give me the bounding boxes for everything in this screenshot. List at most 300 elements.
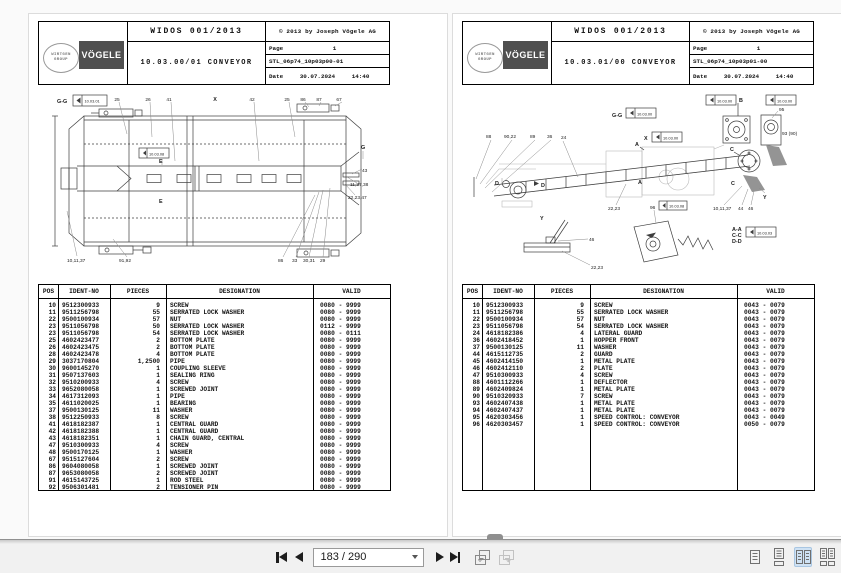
valid-cell: 0112 - 9999 — [320, 323, 361, 330]
designation-cell: LATERAL GUARD — [594, 330, 643, 337]
ref-target: 10.03.08 — [149, 151, 165, 157]
designation-cell: WASHER — [594, 344, 617, 351]
pos-cell: 35 — [48, 400, 56, 407]
pos-cell: 26 — [48, 344, 56, 351]
table-row — [463, 323, 814, 330]
pos-cell: 30 — [48, 365, 56, 372]
diagram-callout: 90,22 — [504, 135, 517, 140]
valid-cell: 0043 - 0079 — [744, 323, 785, 330]
table-row — [463, 309, 814, 316]
pos-cell: 95 — [472, 414, 480, 421]
ident-no-cell: 9600145270 — [62, 365, 100, 372]
pos-cell: 34 — [48, 393, 56, 400]
designation-cell: ROD STEEL — [170, 477, 204, 484]
pos-cell: 88 — [472, 379, 480, 386]
diagram-callout: 41 — [166, 98, 172, 103]
table-row — [39, 316, 390, 323]
table-row — [39, 428, 390, 435]
diagram-callout: 10,11,37 — [713, 207, 732, 212]
diagram-callout: E — [159, 159, 163, 165]
pos-cell: 86 — [48, 463, 56, 470]
diagram-callout: 33 — [292, 259, 298, 264]
page-label: Page — [269, 44, 284, 52]
designation-cell: SERRATED LOCK WASHER — [170, 323, 245, 330]
ident-no-cell: 9500130125 — [62, 407, 100, 414]
first-page-button[interactable] — [276, 548, 287, 566]
pos-cell: 11 — [48, 309, 56, 316]
pieces-cell: 1 — [156, 463, 160, 470]
pieces-cell: 11 — [576, 344, 584, 351]
designation-cell: WASHER — [170, 407, 193, 414]
valid-cell: 0050 - 0079 — [744, 421, 785, 428]
ident-no-cell: 9500100934 — [486, 316, 524, 323]
ident-no-cell: 9500130125 — [486, 344, 524, 351]
doc-code: STL_06p74_10p03p01-00 — [693, 57, 768, 65]
table-row — [39, 414, 390, 421]
title-block — [38, 21, 390, 85]
table-row — [39, 421, 390, 428]
diagram-callout: 11,37,38 — [350, 183, 369, 188]
date-value: 30.07.2024 — [299, 72, 336, 80]
diagram-callout: 42 — [249, 98, 255, 103]
designation-cell: SERRATED LOCK WASHER — [170, 330, 245, 337]
copyright-text: © 2013 by Joseph Vögele AG — [266, 22, 389, 42]
date-label: Date — [693, 72, 708, 80]
pos-cell: 48 — [48, 449, 56, 456]
date-row — [266, 68, 389, 84]
col-header-ident-no: IDENT-NO — [493, 288, 523, 295]
pieces-cell: 2 — [156, 456, 160, 463]
designation-cell: SEALING RING — [170, 372, 215, 379]
diagram-callout: 88 — [486, 135, 492, 140]
diagram-callout: A — [635, 142, 639, 148]
valid-cell: 0080 - 9999 — [320, 484, 361, 491]
table-row — [463, 386, 814, 393]
pieces-cell: 2 — [580, 365, 584, 372]
pieces-cell: 55 — [152, 309, 160, 316]
valid-cell: 0043 - 0079 — [744, 337, 785, 344]
pieces-cell: 2 — [156, 337, 160, 344]
diagram-callout: 91,92 — [119, 259, 132, 264]
pos-cell: 32 — [48, 379, 56, 386]
pos-cell: 37 — [472, 344, 480, 351]
pieces-cell: 1 — [580, 358, 584, 365]
designation-cell: METAL PLATE — [594, 358, 635, 365]
table-row — [39, 477, 390, 484]
page-row — [266, 42, 389, 55]
pos-cell: 37 — [48, 407, 56, 414]
table-row — [39, 379, 390, 386]
pos-cell: 29 — [48, 358, 56, 365]
valid-cell: 0080 - 9999 — [320, 442, 361, 449]
table-row — [39, 344, 390, 351]
ident-no-cell: 9510300933 — [486, 372, 524, 379]
parts-table-header — [463, 285, 814, 299]
designation-cell: NUT — [170, 316, 182, 323]
valid-cell: 0080 - 9999 — [320, 302, 361, 309]
pos-cell: 91 — [48, 477, 56, 484]
wirtgen-group-logo — [467, 43, 503, 73]
ident-no-cell: 9510200933 — [62, 379, 100, 386]
diagram-callout: C-C — [732, 233, 742, 239]
document-page-left — [28, 13, 448, 537]
table-row — [39, 337, 390, 344]
time-value: 14:40 — [351, 72, 370, 80]
table-row — [39, 330, 390, 337]
valid-cell: 0043 - 0079 — [744, 302, 785, 309]
valid-cell: 0080 - 9999 — [320, 337, 361, 344]
designation-cell: SCREWED JOINT — [170, 386, 219, 393]
next-page-button[interactable] — [436, 548, 444, 566]
logo-text: GROUP — [477, 58, 492, 62]
pos-cell: 23 — [472, 323, 480, 330]
page-number-value: 1 — [332, 44, 337, 52]
date-label: Date — [269, 72, 284, 80]
single-page-view-button[interactable] — [746, 547, 764, 567]
pos-cell: 90 — [472, 393, 480, 400]
pieces-cell: 1 — [580, 379, 584, 386]
pieces-cell: 1 — [580, 337, 584, 344]
valid-cell: 0080 - 9999 — [320, 393, 361, 400]
info-cell — [690, 22, 813, 84]
pieces-cell: 9 — [580, 302, 584, 309]
ident-no-cell: 4602407437 — [486, 407, 524, 414]
designation-cell: SERRATED LOCK WASHER — [170, 309, 245, 316]
designation-cell: BEARING — [170, 400, 196, 407]
parts-table-body — [39, 299, 390, 491]
diagram-callout: E — [159, 199, 163, 205]
continuous-view-button[interactable] — [770, 547, 788, 567]
page-ref-icon — [652, 132, 682, 142]
designation-cell: CENTRAL GUARD — [170, 428, 219, 435]
ident-no-cell: 9604080058 — [62, 463, 100, 470]
table-row — [463, 421, 814, 428]
ident-no-cell: 9511256798 — [62, 309, 100, 316]
diagram-callout: 95 — [779, 108, 785, 113]
pos-cell: 43 — [48, 435, 56, 442]
diagram-callout: D — [495, 181, 499, 187]
valid-cell: 0043 - 0079 — [744, 400, 785, 407]
valid-cell: 0043 - 0079 — [744, 365, 785, 372]
ident-no-cell: 4618182386 — [486, 330, 524, 337]
pieces-cell: 2 — [580, 351, 584, 358]
diagram-callout: 86 — [300, 98, 306, 103]
designation-cell: BOTTOM PLATE — [170, 344, 215, 351]
diagram-callout: 26 — [145, 98, 151, 103]
pieces-cell: 54 — [576, 323, 584, 330]
chevron-down-icon[interactable] — [412, 555, 418, 559]
facing-pages-view-button[interactable] — [794, 547, 812, 567]
diagram-callout: 24 — [561, 136, 567, 141]
designation-cell: CENTRAL GUARD — [170, 421, 219, 428]
ident-no-cell: 9512300933 — [486, 302, 524, 309]
table-row — [463, 316, 814, 323]
valid-cell: 0080 - 9999 — [320, 414, 361, 421]
pieces-cell: 1 — [156, 477, 160, 484]
section-title: 10.03.01/00 CONVEYOR — [564, 59, 677, 67]
diagram-callout: 44 — [738, 207, 744, 212]
ident-no-cell: 4602407438 — [486, 400, 524, 407]
pos-cell: 23 — [48, 323, 56, 330]
pieces-cell: 4 — [580, 372, 584, 379]
designation-cell: DEFLECTOR — [594, 379, 628, 386]
table-row — [39, 365, 390, 372]
table-row — [39, 456, 390, 463]
viewer-toolbar — [0, 539, 841, 573]
ident-no-cell: 9511256798 — [486, 309, 524, 316]
previous-page-icon — [295, 552, 303, 562]
wirtgen-group-logo — [43, 43, 79, 73]
pos-cell: 42 — [48, 428, 56, 435]
parts-table — [462, 284, 815, 491]
table-row — [463, 351, 814, 358]
valid-cell: 0043 - 0079 — [744, 358, 785, 365]
view-mode-group — [746, 547, 841, 567]
ident-no-cell: 9511056798 — [62, 323, 100, 330]
conveyor-top-view-diagram — [47, 89, 415, 284]
diagram-callout: 22,23 — [591, 266, 604, 271]
pieces-cell: 1 — [156, 400, 160, 407]
ident-no-cell: 4602423475 — [62, 344, 100, 351]
ident-no-cell: 9515127604 — [62, 456, 100, 463]
table-row — [39, 400, 390, 407]
time-value: 14:40 — [775, 72, 794, 80]
valid-cell: 0080 - 9999 — [320, 470, 361, 477]
pieces-cell: 1 — [156, 428, 160, 435]
diagram-callout: A — [638, 180, 642, 186]
designation-cell: SCREW — [170, 379, 189, 386]
pieces-cell: 4 — [156, 351, 160, 358]
ident-no-cell: 4602423477 — [62, 337, 100, 344]
pos-cell: 11 — [472, 309, 480, 316]
col-header-designation: DESIGNATION — [643, 288, 684, 295]
pos-cell: 89 — [472, 386, 480, 393]
date-row — [690, 68, 813, 84]
diagram-callout: 89 — [530, 135, 536, 140]
diagram-callout: 93 (90) — [782, 132, 798, 137]
pieces-cell: 4 — [156, 379, 160, 386]
designation-cell: METAL PLATE — [594, 386, 635, 393]
page-number-combobox[interactable] — [313, 548, 424, 567]
diagram-callout: C — [731, 181, 735, 187]
voegele-logo — [503, 41, 548, 69]
pieces-cell: 2 — [156, 484, 160, 491]
facing-continuous-view-button[interactable] — [818, 547, 836, 567]
conveyor-side-view-diagram — [466, 89, 841, 284]
designation-cell: SCREWED JOINT — [170, 463, 219, 470]
pieces-cell: 1 — [156, 365, 160, 372]
title-cell — [128, 22, 266, 84]
designation-cell: METAL PLATE — [594, 400, 635, 407]
diagram-callout: 29 — [320, 259, 326, 264]
table-row — [39, 484, 390, 491]
designation-cell: SCREW — [594, 302, 613, 309]
table-row — [39, 351, 390, 358]
ident-no-cell: 4602423478 — [62, 351, 100, 358]
designation-cell: SPEED CONTROL: CONVEYOR — [594, 414, 680, 421]
page-ref-icon — [706, 95, 736, 105]
valid-cell: 0043 - 0079 — [744, 316, 785, 323]
valid-cell: 0080 - 9999 — [320, 365, 361, 372]
diagram-callout: 46 — [748, 207, 754, 212]
valid-cell: 0080 - 9999 — [320, 463, 361, 470]
diagram-callout: B — [739, 98, 743, 104]
diagram-callout: 30,31 — [303, 259, 316, 264]
valid-cell: 0043 - 0079 — [744, 386, 785, 393]
table-row — [39, 323, 390, 330]
valid-cell: 0043 - 0079 — [744, 351, 785, 358]
designation-cell: SCREW — [594, 372, 613, 379]
col-header-pieces: PIECES — [550, 288, 574, 295]
ident-no-cell: 4601112266 — [486, 379, 524, 386]
ident-no-cell: 9652080058 — [62, 386, 100, 393]
diagram-callout: 67 — [336, 98, 342, 103]
ident-no-cell: 9500100934 — [62, 316, 100, 323]
diagram-callout: 87 — [316, 98, 322, 103]
logo-cell — [463, 22, 552, 84]
col-header-valid: VALID — [766, 288, 785, 295]
pos-cell: 46 — [472, 365, 480, 372]
previous-view-button[interactable] — [474, 548, 492, 566]
ident-no-cell: 9653080058 — [62, 470, 100, 477]
designation-cell: CHAIN GUARD, CENTRAL — [170, 435, 245, 442]
designation-cell: TENSIONER PIN — [170, 484, 219, 491]
last-page-icon — [450, 552, 458, 562]
valid-cell: 0043 - 0079 — [744, 330, 785, 337]
single-page-view-icon — [748, 549, 762, 566]
diagram-callout: D-D — [732, 239, 742, 245]
pos-cell: 31 — [48, 372, 56, 379]
table-row — [463, 344, 814, 351]
pieces-cell: 54 — [152, 330, 160, 337]
previous-view-icon — [474, 549, 492, 566]
valid-cell: 0043 - 0079 — [744, 407, 785, 414]
col-header-pos: POS — [466, 288, 479, 295]
ident-no-cell: 4620303456 — [486, 414, 524, 421]
pos-cell: 10 — [48, 302, 56, 309]
valid-cell: 0080 - 9999 — [320, 435, 361, 442]
pos-cell: 33 — [48, 386, 56, 393]
pos-cell: 94 — [472, 407, 480, 414]
table-row — [39, 463, 390, 470]
designation-cell: WASHER — [170, 449, 193, 456]
pos-cell: 10 — [472, 302, 480, 309]
pos-cell: 92 — [48, 484, 56, 491]
page-navigation — [276, 547, 516, 567]
date-value: 30.07.2024 — [723, 72, 760, 80]
pieces-cell: 11 — [152, 407, 160, 414]
parts-table-body — [463, 299, 814, 428]
valid-cell: 0080 - 9999 — [320, 407, 361, 414]
diagram-callout: G-G — [612, 113, 623, 119]
info-cell — [266, 22, 389, 84]
table-row — [463, 365, 814, 372]
logo-cell — [39, 22, 128, 84]
ident-no-cell: 4602409824 — [486, 386, 524, 393]
diagram-callout: Y — [540, 216, 544, 222]
ref-target: 10.03.03 — [757, 230, 773, 236]
diagram-callout: C — [730, 147, 734, 153]
pieces-cell: 1 — [156, 386, 160, 393]
col-header-pieces: PIECES — [126, 288, 150, 295]
designation-cell: METAL PLATE — [594, 407, 635, 414]
pos-cell: 38 — [48, 414, 56, 421]
last-page-button[interactable] — [450, 548, 461, 566]
valid-cell: 0080 - 9999 — [320, 449, 361, 456]
brand-text: VÖGELE — [81, 50, 122, 60]
table-row — [39, 442, 390, 449]
designation-cell: SERRATED LOCK WASHER — [594, 323, 669, 330]
previous-page-button[interactable] — [295, 548, 303, 566]
col-header-valid: VALID — [342, 288, 361, 295]
diagram-callout: D — [541, 183, 545, 189]
pos-cell: 44 — [472, 351, 480, 358]
ident-no-cell: 9507137603 — [62, 372, 100, 379]
diagram-callout: 36 — [547, 135, 553, 140]
voegele-logo — [79, 41, 124, 69]
ident-no-cell: 9512300933 — [62, 302, 100, 309]
pos-cell: 36 — [472, 337, 480, 344]
valid-cell: 0043 - 0079 — [744, 309, 785, 316]
diagram-callout: 86 — [278, 259, 284, 264]
parts-table — [38, 284, 391, 491]
valid-cell: 0080 - 9999 — [320, 358, 361, 365]
page-ref-icon — [626, 108, 656, 118]
designation-cell: GUARD — [594, 351, 613, 358]
ref-target: 10.03.00 — [663, 135, 679, 141]
pieces-cell: 1 — [156, 393, 160, 400]
col-header-ident-no: IDENT-NO — [69, 288, 99, 295]
page-row — [690, 42, 813, 55]
valid-cell: 0043 - 0079 — [744, 379, 785, 386]
designation-cell: NUT — [594, 316, 606, 323]
valid-cell: 0080 - 9999 — [320, 456, 361, 463]
pieces-cell: 50 — [152, 323, 160, 330]
pieces-cell: 1 — [156, 435, 160, 442]
valid-cell: 0080 - 9999 — [320, 421, 361, 428]
ident-no-cell: 9500170125 — [62, 449, 100, 456]
ident-no-cell: 9510320933 — [486, 393, 524, 400]
title-block — [462, 21, 814, 85]
copyright-text: © 2013 by Joseph Vögele AG — [690, 22, 813, 42]
pieces-cell: 57 — [152, 316, 160, 323]
valid-cell: 0080 - 9999 — [320, 400, 361, 407]
pos-cell: 96 — [472, 421, 480, 428]
diagram-callout: X — [213, 97, 217, 103]
valid-cell: 0043 - 0079 — [744, 372, 785, 379]
pieces-cell: 1 — [156, 421, 160, 428]
ident-no-cell: 3037170804 — [62, 358, 100, 365]
table-row — [463, 379, 814, 386]
table-row — [463, 393, 814, 400]
next-view-button[interactable] — [498, 548, 516, 566]
page-ref-icon — [746, 227, 776, 237]
table-row — [39, 449, 390, 456]
table-row — [39, 372, 390, 379]
page-number-input[interactable] — [314, 550, 407, 565]
pos-cell: 22 — [472, 316, 480, 323]
pieces-cell: 1 — [156, 449, 160, 456]
diagram-callout: G-G — [57, 99, 68, 105]
pieces-cell: 8 — [156, 414, 160, 421]
ident-no-cell: 4602412110 — [486, 365, 524, 372]
section-title: 10.03.00/01 CONVEYOR — [140, 59, 253, 67]
pieces-cell: 1 — [580, 414, 584, 421]
doc-code-row — [266, 55, 389, 68]
pos-cell: 41 — [48, 421, 56, 428]
pieces-cell: 4 — [156, 442, 160, 449]
title-cell — [552, 22, 690, 84]
